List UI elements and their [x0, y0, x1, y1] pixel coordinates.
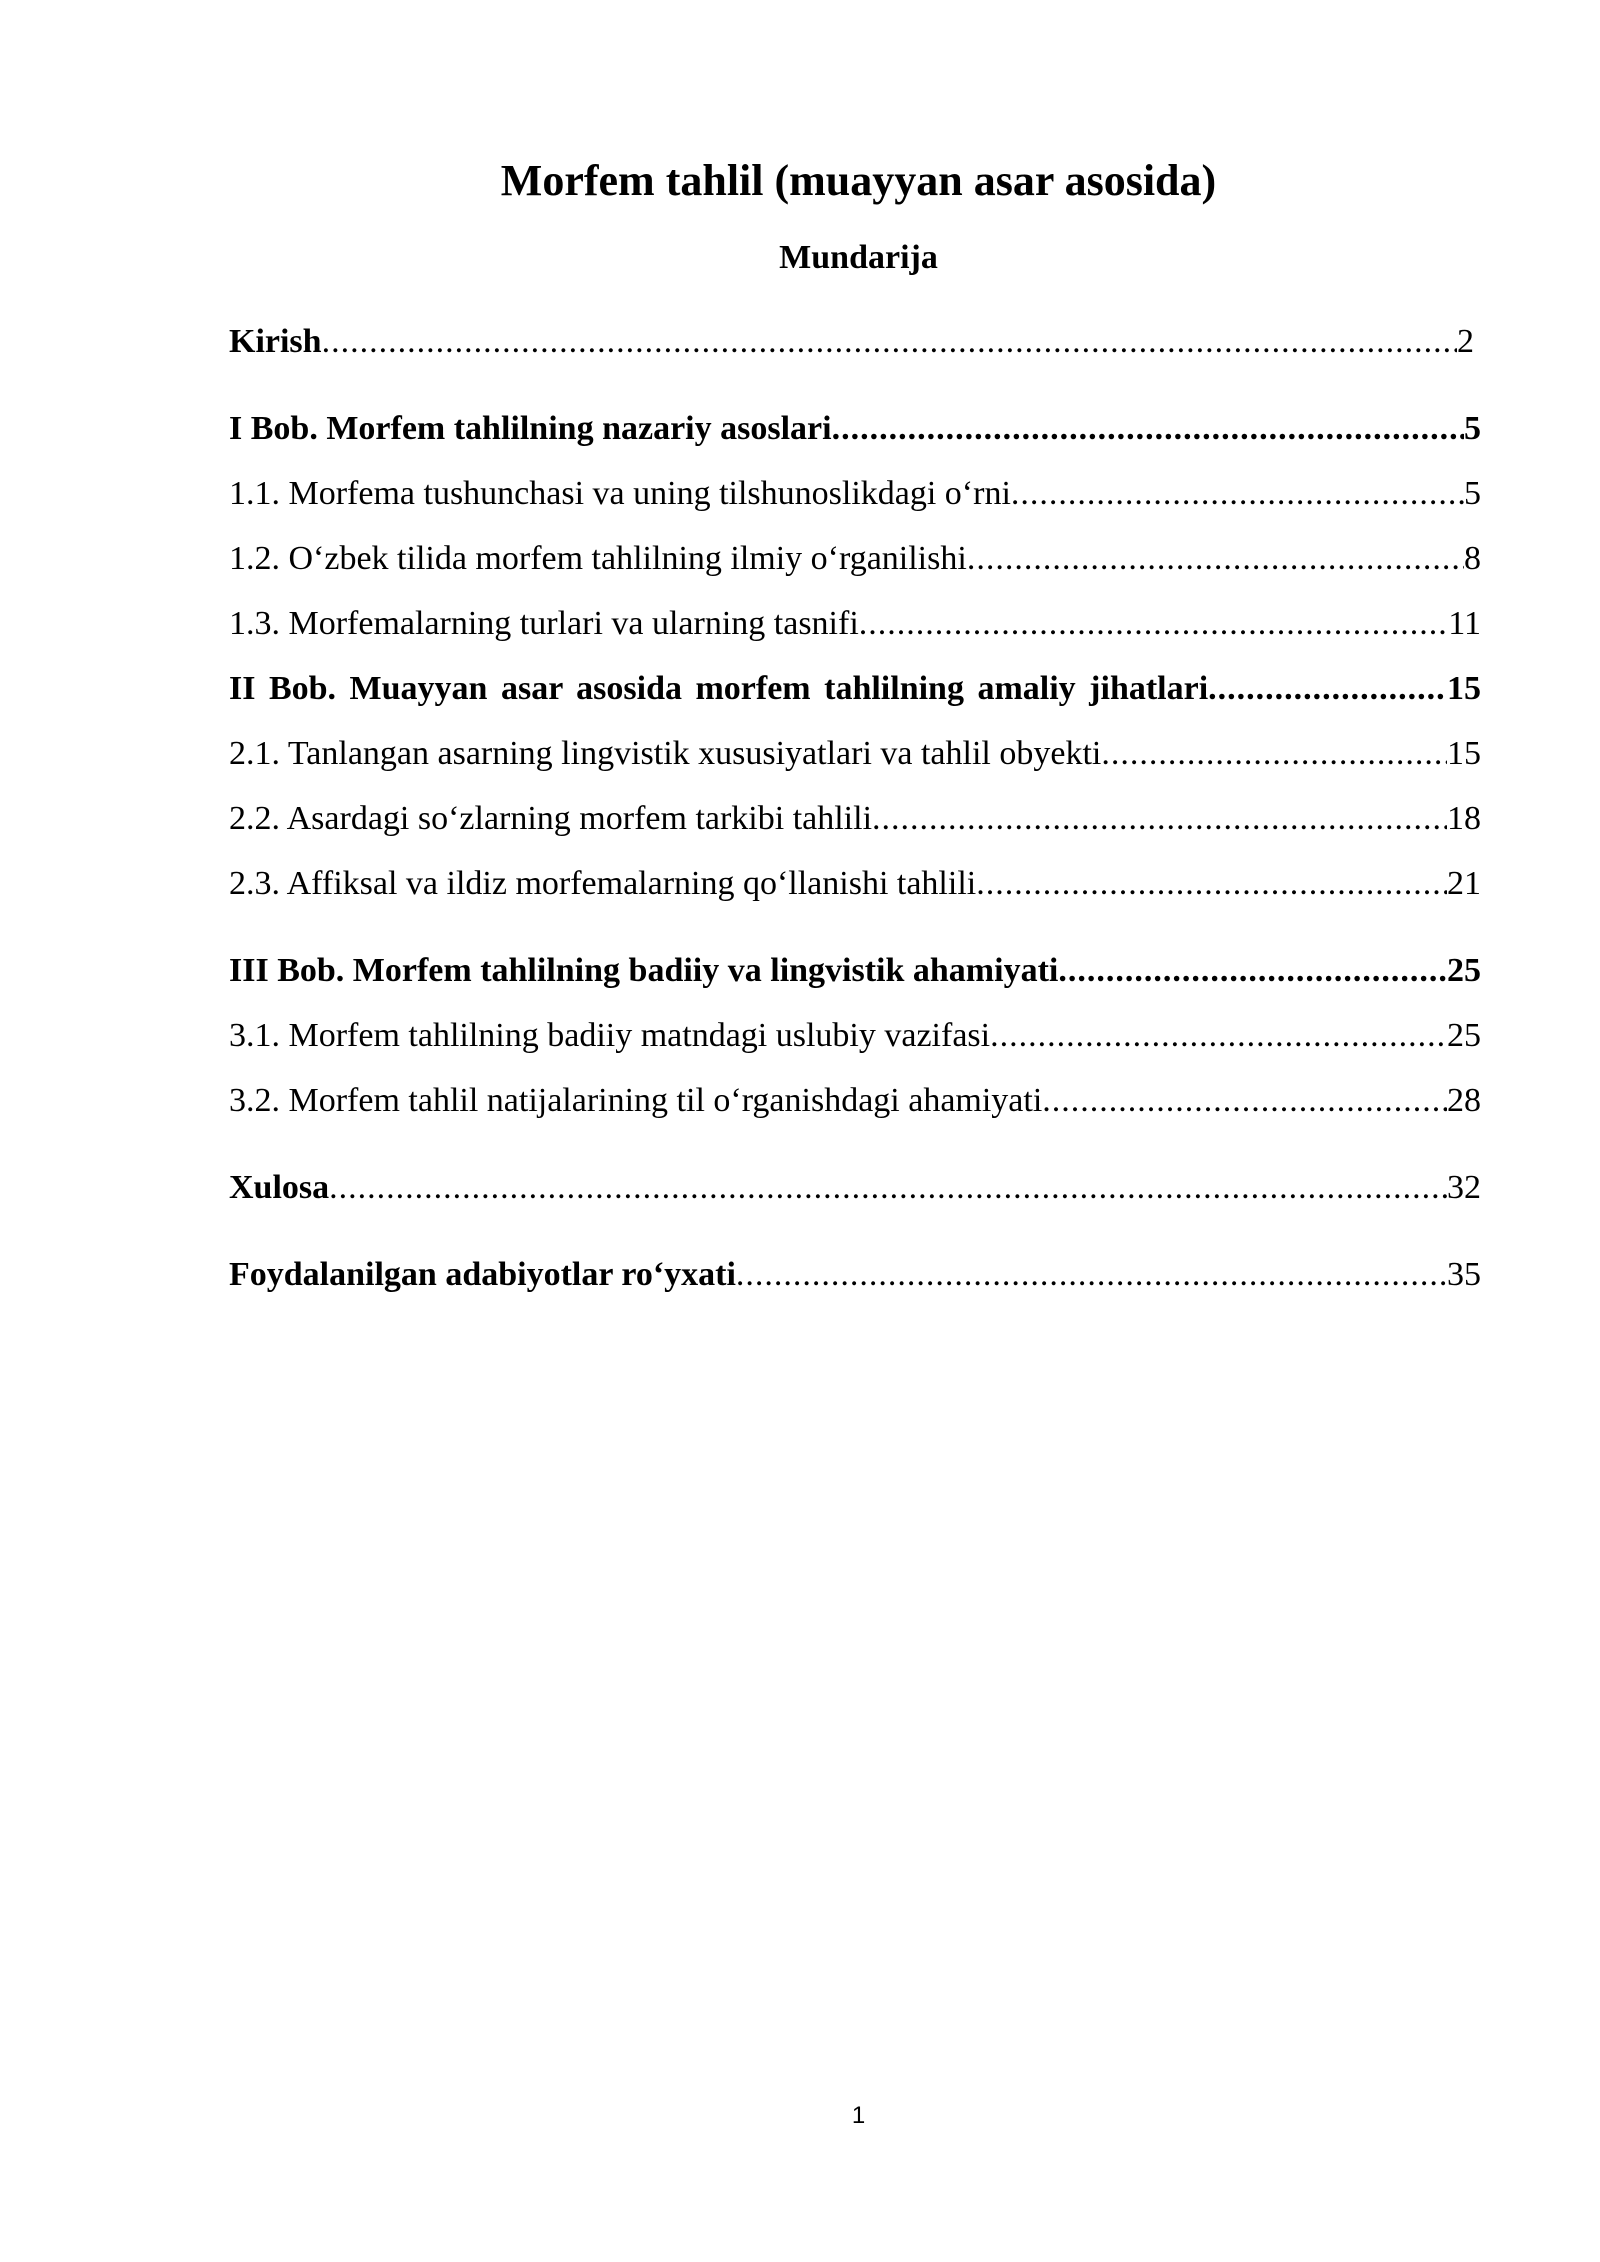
- toc-entry-page: 21: [1447, 865, 1481, 902]
- toc-entry-page: 15: [1447, 735, 1481, 772]
- toc-entry-conclusion[interactable]: [229, 1165, 1481, 1211]
- toc-entry-page: 11: [1448, 605, 1481, 642]
- toc-entry-label: 1.3. Morfemalarning turlari va ularning tasnifi: [229, 605, 859, 642]
- toc-leader-dots: [1042, 1078, 1447, 1124]
- toc-leader-dots: [990, 1013, 1447, 1059]
- toc-leader-dots: [1011, 471, 1464, 517]
- toc-entry-section-2-2[interactable]: [229, 796, 1481, 842]
- toc-entry-label: II Bob. Muayyan asar asosida morfem tahlilning amaliy jihatlari: [229, 670, 1209, 707]
- toc-entry-label: 2.1. Tanlangan asarning lingvistik xususiyatlari va tahlil obyekti: [229, 735, 1102, 772]
- toc-entry-label: I Bob. Morfem tahlilning nazariy asoslari: [229, 410, 832, 447]
- toc-entry-page: 28: [1447, 1082, 1481, 1119]
- toc-entry-page: 8: [1464, 540, 1481, 577]
- page-number: 1: [851, 2102, 866, 2129]
- toc-leader-dots: [976, 861, 1447, 907]
- toc-entry-label: Kirish: [229, 323, 322, 360]
- document-title: Morfem tahlil (muayyan asar asosida): [500, 156, 1217, 205]
- toc-leader-dots: [329, 1165, 1447, 1211]
- toc-entry-introduction[interactable]: [229, 319, 1474, 365]
- toc-entry-chapter-2[interactable]: [229, 666, 1481, 712]
- toc-leader-dots: [872, 796, 1447, 842]
- toc-entry-label: 2.3. Affiksal va ildiz morfemalarning qo‘llanishi tahlili: [229, 865, 977, 902]
- toc-entry-page: 15: [1447, 670, 1481, 707]
- toc-entry-label: 3.1. Morfem tahlilning badiiy matndagi uslubiy vazifasi: [229, 1017, 991, 1054]
- toc-entry-label: 3.2. Morfem tahlil natijalarining til o‘rganishdagi ahamiyati: [229, 1082, 1043, 1119]
- toc-entry-chapter-3[interactable]: [229, 948, 1481, 994]
- toc-entry-label: 2.2. Asardagi so‘zlarning morfem tarkibi tahlili: [229, 800, 873, 837]
- toc-leader-dots: [322, 319, 1457, 365]
- toc-entry-section-1-3[interactable]: [229, 601, 1481, 647]
- toc-entry-bibliography[interactable]: [229, 1252, 1481, 1298]
- toc-entry-page: 2: [1457, 323, 1474, 360]
- toc-leader-dots: [967, 536, 1464, 582]
- toc-entry-section-3-1[interactable]: [229, 1013, 1481, 1059]
- toc-entry-label: 1.1. Morfema tushunchasi va uning tilshunoslikdagi o‘rni: [229, 475, 1011, 512]
- toc-leader-dots: [832, 406, 1464, 452]
- toc-entry-page: 5: [1464, 475, 1481, 512]
- toc-entry-label: 1.2. O‘zbek tilida morfem tahlilning ilmiy o‘rganilishi: [229, 540, 967, 577]
- toc-entry-label: Foydalanilgan adabiyotlar ro‘yxati: [229, 1256, 736, 1293]
- toc-leader-dots: [1208, 666, 1447, 712]
- toc-entry-section-2-3[interactable]: [229, 861, 1481, 907]
- toc-entry-section-3-2[interactable]: [229, 1078, 1481, 1124]
- toc-entry-section-1-2[interactable]: [229, 536, 1481, 582]
- toc-leader-dots: [1058, 948, 1447, 994]
- toc-entry-section-2-1[interactable]: [229, 731, 1481, 777]
- toc-entry-page: 25: [1447, 1017, 1481, 1054]
- toc-entry-page: 18: [1447, 800, 1481, 837]
- toc-entry-page: 32: [1447, 1169, 1481, 1206]
- toc-leader-dots: [1101, 731, 1447, 777]
- toc-heading: Mundarija: [779, 239, 938, 276]
- toc-leader-dots: [859, 601, 1448, 647]
- toc-leader-dots: [736, 1252, 1447, 1298]
- toc-entry-label: III Bob. Morfem tahlilning badiiy va lingvistik ahamiyati: [229, 952, 1059, 989]
- toc-entry-section-1-1[interactable]: [229, 471, 1481, 517]
- toc-entry-label: Xulosa: [229, 1169, 330, 1206]
- toc-entry-page: 5: [1464, 410, 1481, 447]
- toc-entry-chapter-1[interactable]: [229, 406, 1481, 452]
- toc-entry-page: 25: [1447, 952, 1481, 989]
- toc-entry-page: 35: [1447, 1256, 1481, 1293]
